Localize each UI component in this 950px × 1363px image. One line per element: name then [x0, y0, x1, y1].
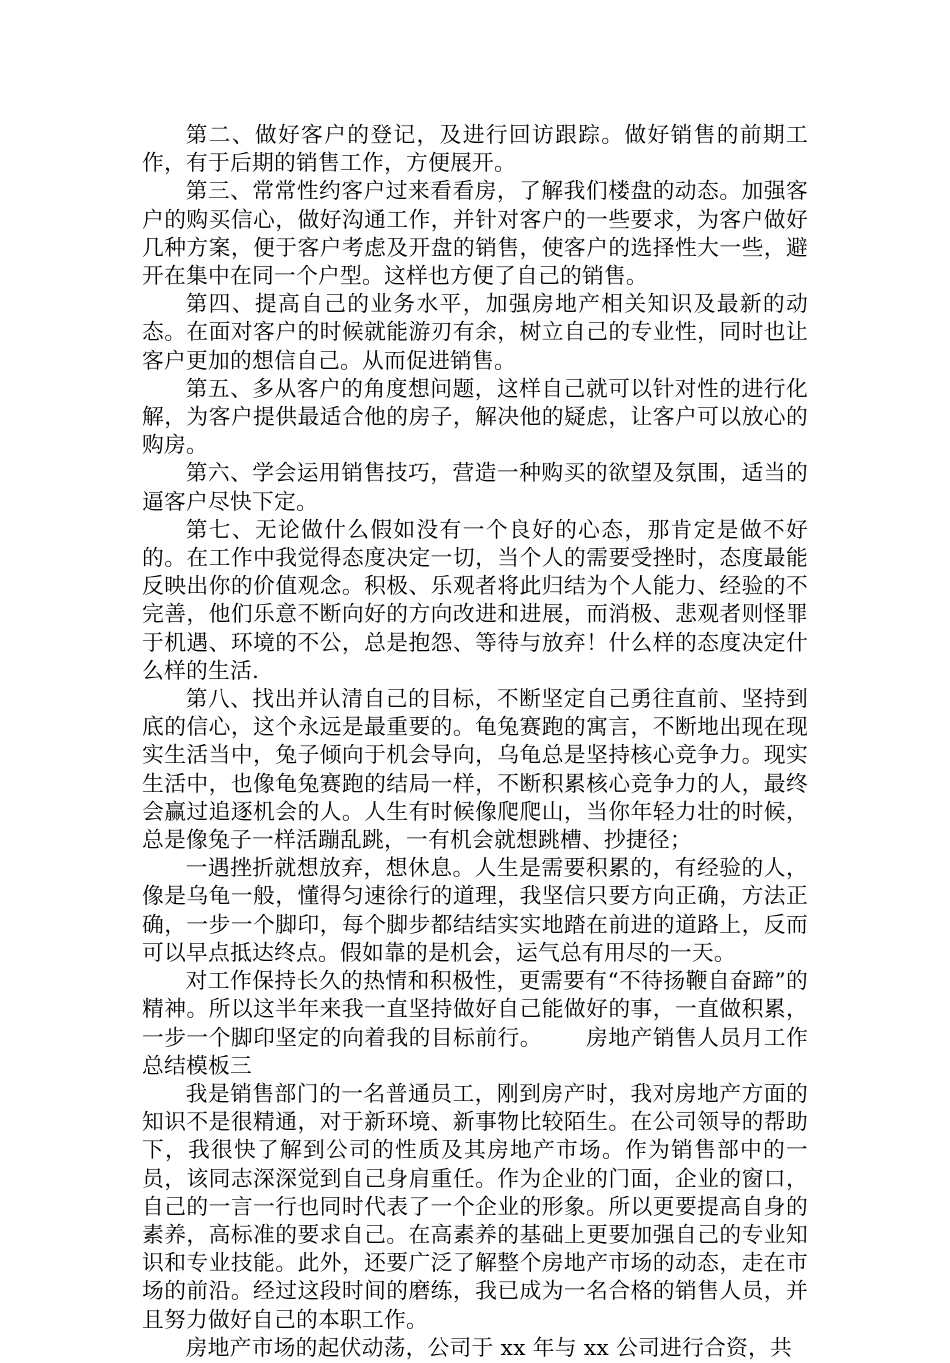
paragraph-eighth: 第八、找出并认清自己的目标，不断坚定自己勇往直前、坚持到底的信心，这个永远是最重要的。龟兔赛跑的寓言，不断地出现在现实生活当中，兔子倾向于机会导向，乌龟总是坚持核心竞争力。现实生活中，也像龟兔赛跑的结局一样，不断积累核心竞争力的人，最终会赢过追逐机会的人。人生有时候像爬爬山，当你年轻力壮的时候，总是像兔子一样活蹦乱跳，一有机会就想跳槽、抄捷径； — [142, 687, 808, 854]
paragraph-enthusiasm: 对工作保持长久的热情和积极性，更需要有“不待扬鞭自奋蹄”的精神。所以这半年来我一直坚持做好自己能做好的事，一直做积累，一步一个脚印坚定的向着我的目标前行。 房地产销售人员月工作总结模板三 — [142, 969, 808, 1079]
document-body — [142, 122, 808, 1363]
paragraph-fifth: 第五、多从客户的角度想问题，这样自己就可以针对性的进行化解，为客户提供最适合他的房子，解决他的疑虑，让客户可以放心的购房。 — [142, 376, 808, 459]
paragraph-second: 第二、做好客户的登记，及进行回访跟踪。做好销售的前期工作，有于后期的销售工作，方便展开。 — [142, 123, 808, 177]
paragraph-fourth: 第四、提高自己的业务水平，加强房地产相关知识及最新的动态。在面对客户的时候就能游刃有余，树立自己的专业性，同时也让客户更加的想信自己。从而促进销售。 — [142, 292, 808, 374]
paragraph-sixth: 第六、学会运用销售技巧，营造一种购买的欲望及氛围，适当的逼客户尽快下定。 — [142, 461, 808, 515]
paragraph-market: 房地产市场的起伏动荡，公司于 xx 年与 xx 公司进行合资，共 — [185, 1335, 793, 1361]
paragraph-third: 第三、常常性约客户过来看看房，了解我们楼盘的动态。加强客户的购买信心，做好沟通工作，并针对客户的一些要求，为客户做好几种方案，便于客户考虑及开盘的销售，使客户的选择性大一些，避开在集中在同一个户型。这样也方便了自己的销售。 — [142, 179, 808, 290]
paragraph-seventh: 第七、无论做什么假如没有一个良好的心态，那肯定是做不好的。在工作中我觉得态度决定一切，当个人的需要受挫时，态度最能反映出你的价值观念。积极、乐观者将此归结为个人能力、经验的不完善，他们乐意不断向好的方向改进和进展，而消极、悲观者则怪罪于机遇、环境的不公，总是抱怨、等待与放弃！什么样的态度决定什么样的生活. — [142, 517, 808, 684]
paragraph-template-three-intro: 我是销售部门的一名普通员工，刚到房产时，我对房地产方面的知识不是很精通，对于新环境、新事物比较陌生。在公司领导的帮助下，我很快了解到公司的性质及其房地产市场。作为销售部中的一员，该同志深深觉到自己身肩重任。作为企业的门面，企业的窗口，自己的一言一行也同时代表了一个企业的形象。所以更要提高自身的素养，高标准的要求自己。在高素养的基础上更要加强自己的专业知识和专业技能。此外，还要广泛了解整个房地产市场的动态，走在市场的前沿。经过这段时间的磨练，我已成为一名合格的销售人员，并且努力做好自己的本职工作。 — [142, 1081, 808, 1333]
paragraph-setback: 一遇挫折就想放弃，想休息。人生是需要积累的，有经验的人，像是乌龟一般，懂得匀速徐行的道理，我坚信只要方向正确，方法正确，一步一个脚印，每个脚步都结结实实地踏在前进的道路上，反而可以早点抵达终点。假如靠的是机会，运气总有用尽的一天。 — [142, 856, 808, 966]
